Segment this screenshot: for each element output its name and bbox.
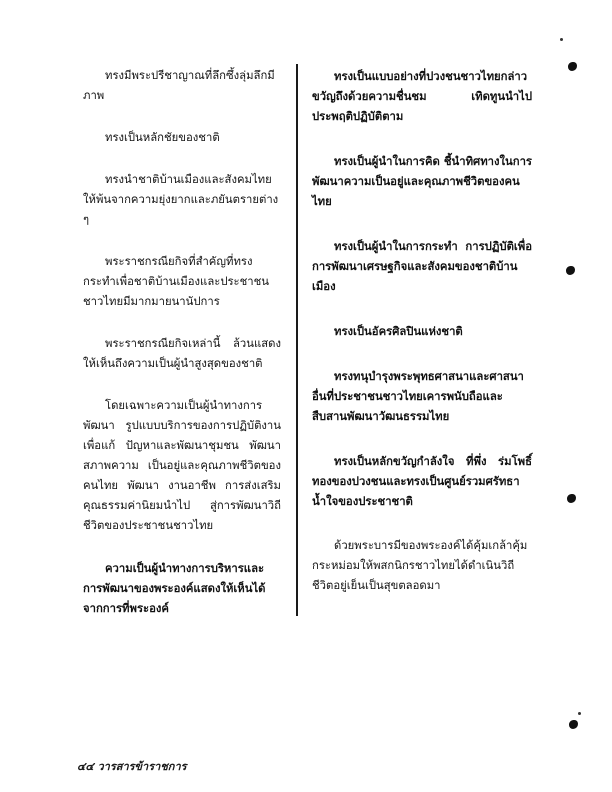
page-footer: ๔๔ วารสารข้าราชการ [77, 760, 187, 773]
right-paragraph-5: ทรงทนุบำรุงพระพุทธศาสนาและศาสนาอื่นที่ประชาชนชาวไทยเคารพนับถือและสืบสานพัฒนาวัฒนธรรมไทย [312, 369, 524, 423]
scan-mark [569, 720, 578, 729]
right-paragraph-2: ทรงเป็นผู้นำในการคิด ชี้นำทิศทางในการพัฒนาความเป็นอยู่และคุณภาพชีวิตของคนไทย [312, 154, 532, 208]
right-paragraph-7: ด้วยพระบารมีของพระองค์ได้คุ้มเกล้าคุ้มกระหม่อมให้พสกนิกรชาวไทยได้ดำเนินวิถีชีวิตอยู่เย็นเป็นสุขตลอดมา [312, 539, 528, 592]
left-paragraph-6: โดยเฉพาะความเป็นผู้นำทางการพัฒนา รูปแบบบริการของการปฏิบัติงานเพื่อแก้ ปัญหาและพัฒนาชุมชน พัฒนาสภาพความ เป็นอยู่และคุณภาพชีวิตของคนไทย พัฒนา งานอาชีพ การส่งเสริมคุณธรรมค่านิยมนำไป สู่การพัฒนาวิถีชีวิตของประชาชนชาวไทย [83, 399, 281, 532]
left-paragraph-3: ทรงนำชาติบ้านเมืองและสังคมไทยให้พ้นจากความยุ่งยากและภยันตรายต่าง ๆ [83, 173, 279, 226]
scan-mark [568, 62, 577, 71]
left-paragraph-2: ทรงเป็นหลักชัยของชาติ [105, 131, 220, 144]
right-paragraph-4: ทรงเป็นอัครศิลปินแห่งชาติ [334, 324, 463, 338]
left-paragraph-7: ความเป็นผู้นำทางการบริหารและการพัฒนาของพระองค์แสดงให้เห็นได้จากการที่พระองค์ [83, 561, 266, 615]
right-column [312, 66, 532, 621]
scan-speck [560, 38, 563, 41]
left-paragraph-4: พระราชกรณียกิจที่สำคัญที่ทรงกระทำเพื่อชาติบ้านเมืองและประชาชนชาวไทยมีมากมายนานัปการ [83, 255, 270, 308]
right-paragraph-6: ทรงเป็นหลักขวัญกำลังใจ ที่พึ่ง ร่มโพธิ์ทองของปวงชนและทรงเป็นศูนย์รวมศรัทธาน้ำใจของประชาชาติ [312, 454, 532, 508]
right-paragraph-1: ทรงเป็นแบบอย่างที่ปวงชนชาวไทยกล่าวขวัญถึงด้วยความชื่นชม เทิดทูนนำไปประพฤติปฏิบัติตาม [312, 69, 532, 123]
left-column [83, 66, 281, 640]
scan-speck [578, 712, 581, 715]
left-paragraph-5: พระราชกรณียกิจเหล่านี้ ล้วนแสดงให้เห็นถึงความเป็นผู้นำสูงสุดของชาติ [83, 337, 281, 370]
left-paragraph-1: ทรงมีพระปรีชาญาณที่ลึกซึ้งลุ่มลึกมีภาพ [83, 69, 275, 102]
scan-mark [567, 494, 576, 503]
column-divider [296, 64, 298, 616]
scan-mark [566, 266, 575, 275]
right-paragraph-3: ทรงเป็นผู้นำในการกระทำ การปฏิบัติเพื่อการพัฒนาเศรษฐกิจและสังคมของชาติบ้านเมือง [312, 239, 532, 293]
